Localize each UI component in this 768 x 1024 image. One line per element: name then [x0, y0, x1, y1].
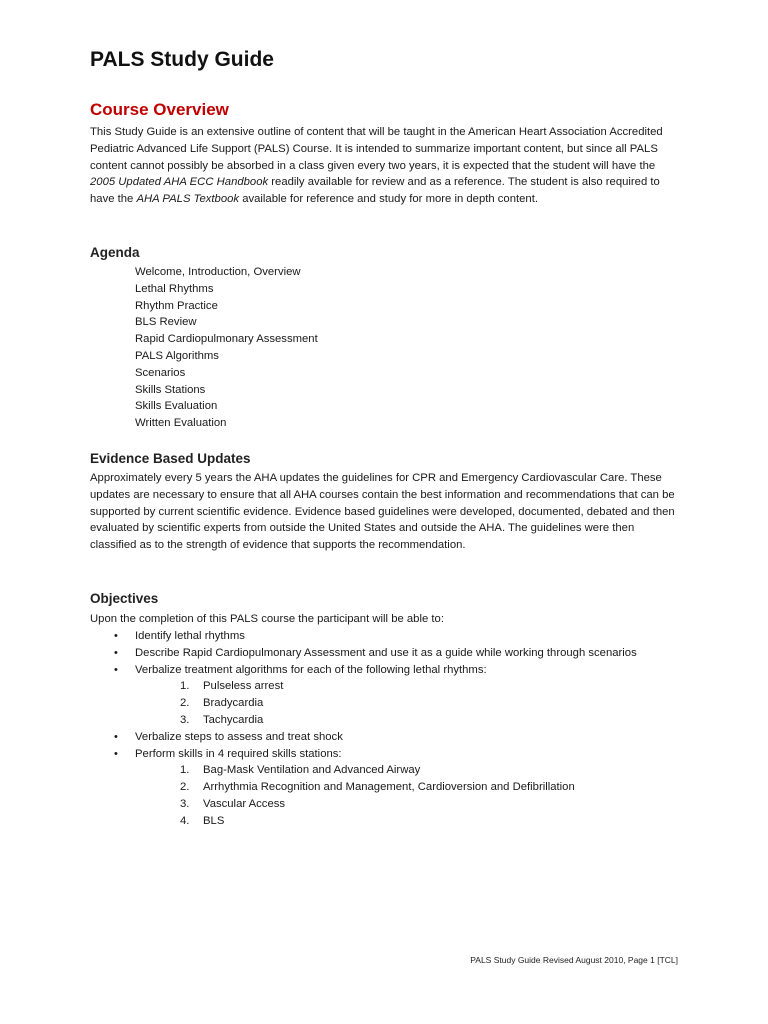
- item-number: 1.: [180, 680, 190, 693]
- numbered-item: [90, 813, 690, 830]
- bullet-icon: •: [114, 730, 118, 743]
- item-text: Vascular Access: [203, 797, 286, 810]
- agenda-list: [135, 264, 318, 432]
- numbered-item: [90, 695, 690, 712]
- item-text: Tachycardia: [203, 713, 264, 726]
- agenda-item: PALS Algorithms: [135, 349, 219, 362]
- evidence-heading: Evidence Based Updates: [90, 451, 251, 466]
- item-number: 2.: [180, 697, 190, 710]
- evidence-paragraph: Approximately every 5 years the AHA updates the guidelines for CPR and Emergency Cardiovascular Care. These updates are necessary to ensure that all AHA courses contain the best information and recommendations that can be supported by current scientific evidence. Evidence based guidelines were developed, documented, debated and then evaluated by scientific experts from outside the United States and outside the AHA. The guidelines were then classified as to the strength of evidence that supports the recommendation.: [90, 472, 675, 552]
- item-text: Bradycardia: [203, 697, 264, 710]
- objectives-list: [90, 628, 690, 830]
- course-overview-paragraph: [90, 124, 682, 208]
- item-text: BLS: [203, 814, 225, 827]
- bullet-icon: •: [114, 663, 118, 676]
- numbered-item: [90, 796, 690, 813]
- agenda-item: Lethal Rhythms: [135, 282, 214, 295]
- objective-text: Verbalize steps to assess and treat shock: [135, 730, 343, 743]
- numbered-item: [90, 779, 690, 796]
- objective-item: [90, 645, 690, 662]
- objectives-heading: Objectives: [90, 591, 159, 606]
- lethal-rhythms-list: [135, 678, 690, 728]
- objective-item: [90, 729, 690, 746]
- agenda-item: BLS Review: [135, 316, 197, 329]
- item-number: 2.: [180, 781, 190, 794]
- objectives-intro: Upon the completion of this PALS course the participant will be able to:: [90, 613, 444, 625]
- textbook-title: AHA PALS Textbook: [136, 193, 240, 206]
- agenda-item: Welcome, Introduction, Overview: [135, 266, 301, 278]
- item-number: 4.: [180, 814, 190, 827]
- objective-item: [90, 628, 690, 645]
- course-overview-heading: Course Overview: [90, 100, 229, 119]
- item-text: Pulseless arrest: [203, 680, 284, 693]
- item-number: 1.: [180, 764, 190, 777]
- agenda-item: Scenarios: [135, 366, 186, 379]
- objective-item: [90, 746, 690, 830]
- bullet-icon: •: [114, 747, 118, 760]
- item-text: Bag-Mask Ventilation and Advanced Airway: [203, 764, 421, 777]
- numbered-item: [90, 762, 690, 779]
- handbook-title: 2005 Updated AHA ECC Handbook: [90, 176, 269, 189]
- objective-text: Describe Rapid Cardiopulmonary Assessment and use it as a guide while working through scenarios: [135, 646, 637, 659]
- agenda-item: Rapid Cardiopulmonary Assessment: [135, 333, 318, 346]
- agenda-heading: Agenda: [90, 245, 140, 260]
- agenda-item: Rhythm Practice: [135, 299, 218, 312]
- item-number: 3.: [180, 797, 190, 810]
- objective-text: Verbalize treatment algorithms for each of the following lethal rhythms:: [135, 663, 487, 676]
- document-title: PALS Study Guide: [90, 48, 274, 71]
- agenda-item: Written Evaluation: [135, 417, 227, 430]
- agenda-item: Skills Stations: [135, 383, 206, 396]
- bullet-icon: •: [114, 630, 118, 642]
- overview-text-3: available for reference and study for more in depth content.: [239, 193, 538, 206]
- bullet-icon: •: [114, 646, 118, 659]
- numbered-item: [90, 678, 690, 695]
- overview-text-2: readily available for review and as a reference. The student is also required to have the: [90, 176, 660, 206]
- item-text: Arrhythmia Recognition and Management, Cardioversion and Defibrillation: [203, 781, 575, 794]
- agenda-item: Skills Evaluation: [135, 400, 218, 413]
- objective-item: [90, 662, 690, 729]
- objective-text: Perform skills in 4 required skills stations:: [135, 747, 342, 760]
- objective-text: Identify lethal rhythms: [135, 630, 245, 642]
- page-footer: PALS Study Guide Revised August 2010, Page 1 [TCL]: [470, 955, 678, 965]
- overview-text-1: This Study Guide is an extensive outline of content that will be taught in the American Heart Association Accredited Pediatric Advanced Life Support (PALS) Course. It is intended to summarize important content, but since all PALS content cannot possibly be absorbed in a class given every two years, it is expected that the student will have the: [90, 126, 663, 172]
- numbered-item: [90, 712, 690, 729]
- item-number: 3.: [180, 713, 190, 726]
- skills-stations-list: [135, 762, 690, 829]
